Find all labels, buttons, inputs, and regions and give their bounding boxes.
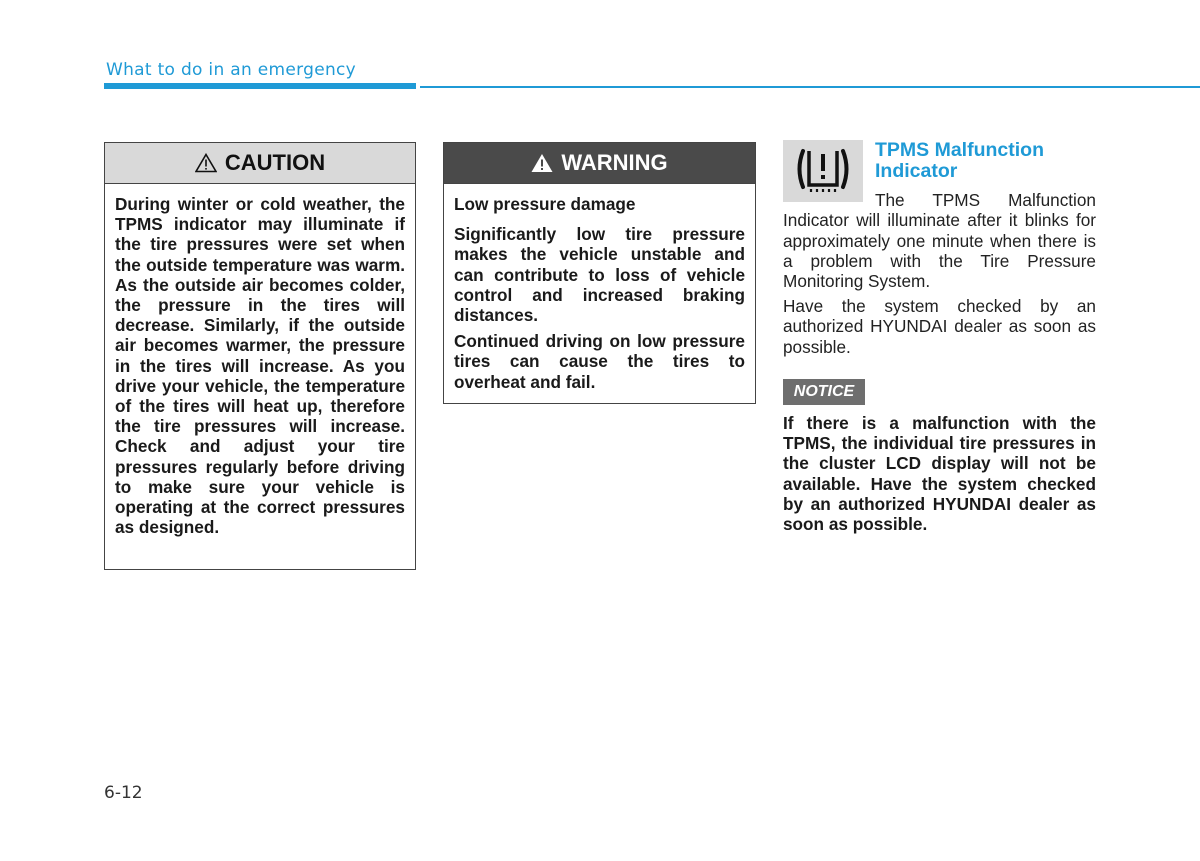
tpms-heading: TPMS Malfunction Indicator — [875, 139, 1044, 182]
warning-title: WARNING — [561, 150, 668, 175]
warning-paragraph: Significantly low tire pressure makes the vehicle unstable and can contribute to loss of vehicle control and increased braking distances. — [454, 224, 745, 326]
warning-triangle-filled-icon — [531, 153, 553, 173]
notice-badge: NOTICE — [783, 379, 865, 405]
warning-paragraph: Continued driving on low pressure tires can cause the tires to overheat and fail. — [454, 331, 745, 392]
section-title: What to do in an emergency — [106, 60, 357, 80]
caution-box — [104, 142, 416, 570]
tpms-paragraph-2: Have the system checked by an authorized HYUNDAI dealer as soon as possible. — [783, 296, 1096, 357]
warning-header — [444, 143, 755, 184]
caution-header — [105, 143, 415, 184]
tpms-paragraph-1: The TPMS Malfunction Indicator will illuminate after it blinks for approximately one minute when there is a problem with the Tire Pressure Monitoring System. — [783, 190, 1096, 292]
warning-subtitle: Low pressure damage — [454, 194, 636, 214]
caution-body: During winter or cold weather, the TPMS indicator may illuminate if the tire pressures were set when the outside temperature was warm. As the outside air becomes colder, the pressure in the tires will decrease. Similarly, if the outside air becomes warmer, the pressure in the tires will increase. As you drive your vehicle, the temperature of the tires will heat up, therefore the tire pressures will increase. Check and adjust your tire pressures regularly before driving to make sure your vehicle is operating at the correct pressures as designed. — [115, 194, 405, 538]
notice-text: If there is a malfunction with the TPMS, the individual tire pressures in the cluster LCD display will not be available. Have the system checked by an authorized HYUNDAI dealer as soon as possible. — [783, 413, 1096, 535]
page-number: 6-12 — [104, 783, 143, 803]
header-rule-thin — [420, 86, 1200, 88]
caution-title: CAUTION — [224, 150, 326, 175]
warning-box — [443, 142, 756, 404]
caution-triangle-outline-icon — [195, 153, 217, 173]
header-rule-thick — [104, 83, 416, 89]
